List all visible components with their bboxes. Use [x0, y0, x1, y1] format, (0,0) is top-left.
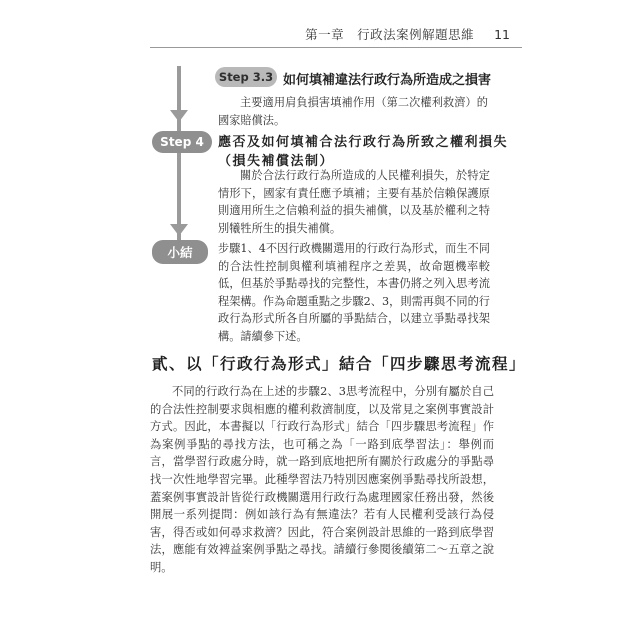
step-3-3-title: 如何填補違法行政行為所造成之損害 [283, 73, 492, 88]
step-4-title-line2: （損失補償法制） [218, 154, 335, 169]
summary-text: 步驟1、4不因行政機關選用的行政行為形式，而生不同的合法性控制與權利填補程序之差異，故命題機率較低，但基於爭點尋找的完整性，本書仍將之列入思考流程架構。作為命題重點之步驟2、3，則需再與不同的行政行為形式所各自所屬的爭點結合，以建立爭點尋找架構。請續參下述。 [218, 242, 490, 343]
chapter-title: 第一章 行政法案例解題思維 [305, 27, 475, 42]
flow-connector-line [177, 66, 181, 246]
summary-badge: 小結 [152, 240, 208, 264]
step-4-badge: Step 4 [152, 131, 212, 153]
down-arrow-icon [170, 110, 188, 122]
step-3-3-badge: Step 3.3 [215, 67, 277, 87]
header-rule [150, 47, 522, 48]
step-4-text: 關於合法行政行為所造成的人民權利損失，於特定情形下，國家有責任應予填補；主要有基於信賴保護原則適用所生之信賴利益的損失補償，以及基於權利之特別犧牲所生的損失補償。 [218, 169, 490, 235]
section-body-text: 不同的行政行為在上述的步驟2、3思考流程中，分別有屬於自己的合法性控制要求與相應的權利救濟制度，以及常見之案例事實設計方式。因此，本書擬以「行政行為形式」結合「四步驟思考流程」作為案例爭點的尋找方法，也可稱之為「一路到底學習法」：舉例而言，當學習行政處分時，就一路到底地把所有關於行政處分的爭點尋找一次性地學習完畢。此種學習法乃特別因應案例爭點尋找所設想，蓋案例事實設計皆從行政機關選用行政行為處理國家任務出發，然後開展一系列提問：例如該行為有無違法？若有人民權利受該行為侵害，得否或如何尋求救濟？因此，符合案例設計思維的一路到底學習法，應能有效裨益案例爭點之尋找。請續行參閱後續第二～五章之說明。 [150, 385, 494, 574]
down-arrow-icon [170, 224, 188, 236]
step-3-3-text: 主要適用肩負損害填補作用（第二次權利救濟）的國家賠償法。 [218, 96, 488, 127]
step-4-title-line1: 應否及如何填補合法行政行為所致之權利損失 [218, 135, 509, 150]
step-4-title [218, 133, 508, 171]
running-header [150, 22, 510, 46]
section-heading: 貳、以「行政行為形式」結合「四步驟思考流程」 [152, 355, 527, 373]
page-number: 11 [494, 26, 510, 42]
